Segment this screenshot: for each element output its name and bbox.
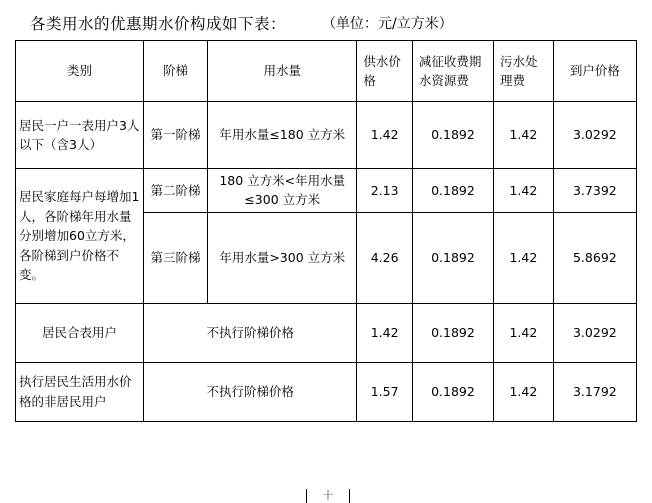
cell-supply-price: 2.13	[357, 169, 412, 213]
cell-sewage-fee: 1.42	[493, 212, 553, 303]
cell-resource-fee: 0.1892	[412, 212, 493, 303]
page-footer-stub: 十	[306, 489, 350, 503]
cell-usage: 不执行阶梯价格	[144, 362, 357, 421]
heading-unit-text: （单位：元/立方米）	[322, 16, 453, 32]
cell-supply-price: 1.57	[357, 362, 412, 421]
cell-final-price: 5.8692	[553, 212, 636, 303]
cell-supply-price: 1.42	[357, 102, 412, 169]
table-header-row	[16, 41, 637, 102]
cell-final-price: 3.7392	[553, 169, 636, 213]
cell-final-price: 3.0292	[553, 102, 636, 169]
cell-sewage-fee: 1.42	[493, 362, 553, 421]
cell-resource-fee: 0.1892	[412, 169, 493, 213]
cell-sewage-fee: 1.42	[493, 102, 553, 169]
column-header-resource-fee: 减征收费期水资源费	[412, 41, 493, 102]
cell-tier: 第二阶梯	[144, 169, 208, 213]
cell-category: 执行居民生活用水价格的非居民用户	[16, 362, 144, 421]
column-header-usage: 用水量	[208, 41, 357, 102]
cell-resource-fee: 0.1892	[412, 102, 493, 169]
table-row	[16, 169, 637, 213]
cell-sewage-fee: 1.42	[493, 169, 553, 213]
cell-usage: 年用水量>300 立方米	[208, 212, 357, 303]
heading-main-text: 各类用水的优惠期水价构成如下表：	[30, 15, 287, 33]
cell-usage: 不执行阶梯价格	[144, 303, 357, 362]
cell-tier: 第三阶梯	[144, 212, 208, 303]
cell-category: 居民一户一表用户3人以下（含3人）	[16, 102, 144, 169]
cell-resource-fee: 0.1892	[412, 303, 493, 362]
cell-tier: 第一阶梯	[144, 102, 208, 169]
column-header-supply-price: 供水价格	[357, 41, 412, 102]
table-row	[16, 362, 637, 421]
cell-supply-price: 4.26	[357, 212, 412, 303]
column-header-sewage-fee: 污水处理费	[493, 41, 553, 102]
column-header-tier: 阶梯	[144, 41, 208, 102]
cell-final-price: 3.1792	[553, 362, 636, 421]
column-header-final-price: 到户价格	[553, 41, 636, 102]
cell-supply-price: 1.42	[357, 303, 412, 362]
cell-resource-fee: 0.1892	[412, 362, 493, 421]
cell-category: 居民合表用户	[16, 303, 144, 362]
table-row	[16, 303, 637, 362]
cell-final-price: 3.0292	[553, 303, 636, 362]
table-row	[16, 102, 637, 169]
cell-usage: 180 立方米<年用水量≤300 立方米	[208, 169, 357, 213]
cell-usage: 年用水量≤180 立方米	[208, 102, 357, 169]
cell-sewage-fee: 1.42	[493, 303, 553, 362]
document-heading	[0, 10, 652, 36]
column-header-category: 类别	[16, 41, 144, 102]
cell-category: 居民家庭每户每增加1人，各阶梯年用水量分别增加60立方米，各阶梯到户价格不变。	[16, 169, 144, 304]
water-price-table	[15, 40, 637, 422]
